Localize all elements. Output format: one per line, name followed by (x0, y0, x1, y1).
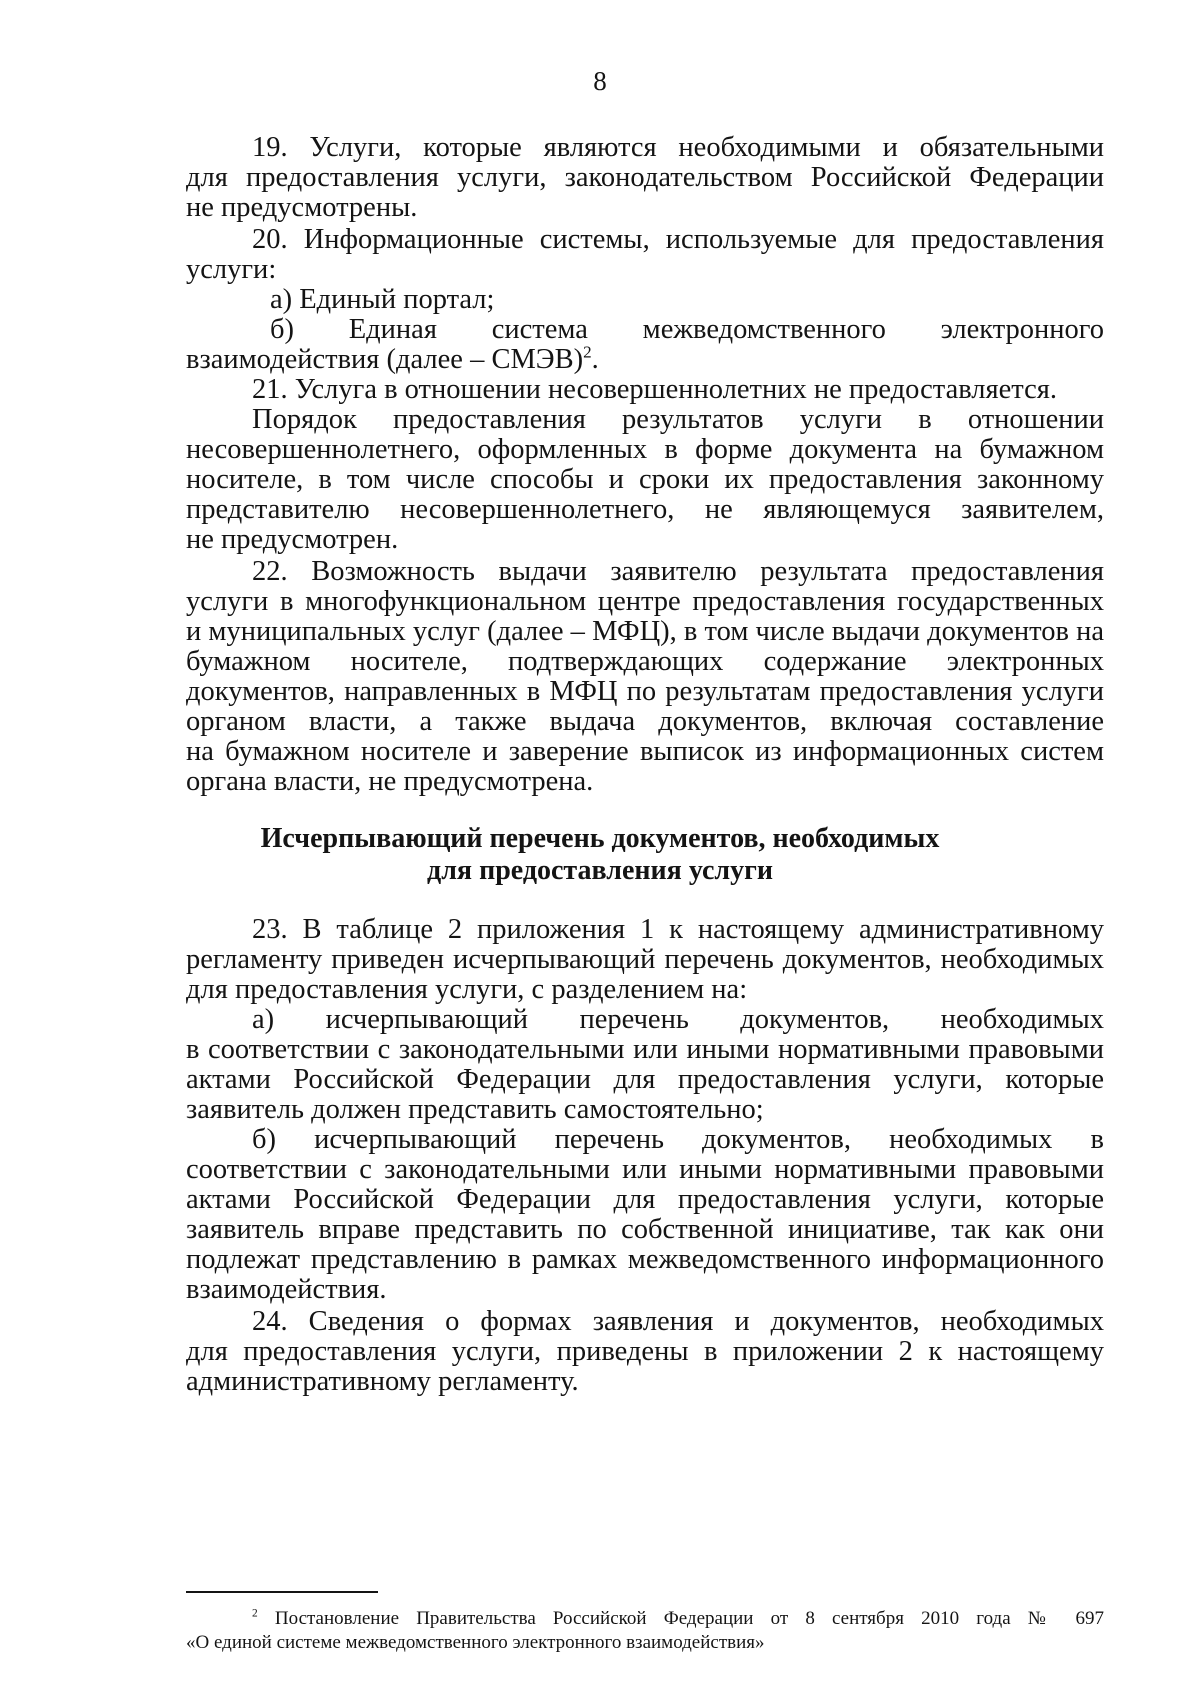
footnote-line-1 (252, 1608, 1104, 1630)
paragraph-22-line-8: органа власти, не предусмотрена. (186, 766, 594, 797)
paragraph-23-line-3: для предоставления услуги, с разделением на: (186, 974, 748, 1005)
paragraph-22-line-7: на бумажном носителе и заверение выписок из информационных систем (186, 736, 1104, 767)
paragraph-21b-line-4: представителю несовершеннолетнего, не являющемуся заявителем, (186, 494, 1104, 525)
paragraph-20-line-1: 20. Информационные системы, используемые для предоставления (252, 224, 1104, 255)
paragraph-24-line-1: 24. Сведения о формах заявления и документов, необходимых (252, 1306, 1104, 1337)
page-number: 8 (593, 66, 607, 96)
paragraph-23-line-2: регламенту приведен исчерпывающий перечень документов, необходимых (186, 944, 1104, 975)
smev-period: . (591, 344, 599, 375)
smev-text: взаимодействия (далее – СМЭВ) (186, 344, 584, 375)
list-item-23b-line-3: актами Российской Федерации для предоставления услуги, которые (186, 1184, 1104, 1215)
section-heading-line-2: для предоставления услуги (427, 855, 773, 886)
paragraph-21b-line-1: Порядок предоставления результатов услуги в отношении (252, 404, 1104, 435)
paragraph-24-line-2: для предоставления услуги, приведены в приложении 2 к настоящему (186, 1336, 1104, 1367)
footnote-divider (186, 1591, 378, 1593)
footnote-text-1: Постановление Правительства Российской Федерации от 8 сентября 2010 года № 697 (274, 1608, 1105, 1629)
paragraph-22-line-2: услуги в многофункциональном центре предоставления государственных (186, 586, 1104, 617)
list-item-23a-line-3: актами Российской Федерации для предоставления услуги, которые (186, 1064, 1104, 1095)
paragraph-21b-line-2: несовершеннолетнего, оформленных в форме документа на бумажном (186, 434, 1104, 465)
list-item-23b-line-6: взаимодействия. (186, 1274, 387, 1305)
paragraph-19-line-1: 19. Услуги, которые являются необходимыми и обязательными (252, 132, 1104, 163)
list-item-b-smev-line-2 (186, 344, 1104, 376)
list-item-23a-line-2: в соответствии с законодательными или иными нормативными правовыми (186, 1034, 1104, 1065)
paragraph-24-line-3: административному регламенту. (186, 1366, 579, 1397)
footnote-reference: 2 (583, 342, 592, 362)
paragraph-19-line-3: не предусмотрены. (186, 192, 418, 223)
paragraph-19-line-2: для предоставления услуги, законодательством Российской Федерации (186, 162, 1104, 193)
list-item-23b-line-2: соответствии с законодательными или иными нормативными правовыми (186, 1154, 1104, 1185)
paragraph-20-line-2: услуги: (186, 254, 277, 285)
list-item-23b-line-1: б) исчерпывающий перечень документов, необходимых в (252, 1124, 1104, 1155)
list-item-23a-line-4: заявитель должен представить самостоятельно; (186, 1094, 764, 1125)
paragraph-22-line-4: бумажном носителе, подтверждающих содержание электронных (186, 646, 1104, 677)
paragraph-21-line-1: 21. Услуга в отношении несовершеннолетних не предоставляется. (252, 374, 1057, 405)
paragraph-22-line-5: документов, направленных в МФЦ по результатам предоставления услуги (186, 676, 1104, 707)
paragraph-21b-line-5: не предусмотрен. (186, 524, 399, 555)
list-item-b-smev-line-1: б) Единая система межведомственного электронного (270, 314, 1104, 345)
footnote-marker: 2 (252, 1607, 258, 1620)
paragraph-23-line-1: 23. В таблице 2 приложения 1 к настоящему административному (252, 914, 1104, 945)
list-item-23a-line-1: а) исчерпывающий перечень документов, необходимых (252, 1004, 1104, 1035)
section-heading-line-1: Исчерпывающий перечень документов, необходимых (260, 823, 940, 854)
paragraph-22-line-1: 22. Возможность выдачи заявителю результата предоставления (252, 556, 1104, 587)
paragraph-22-line-6: органом власти, а также выдача документов, включая составление (186, 706, 1104, 737)
paragraph-22-line-3: и муниципальных услуг (далее – МФЦ), в том числе выдачи документов на (186, 616, 1104, 647)
list-item-23b-line-4: заявитель вправе представить по собственной инициативе, так как они (186, 1214, 1104, 1245)
paragraph-21b-line-3: носителе, в том числе способы и сроки их предоставления законному (186, 464, 1104, 495)
list-item-23b-line-5: подлежат представлению в рамках межведомственного информационного (186, 1244, 1104, 1275)
list-item-a-portal: а) Единый портал; (270, 284, 495, 315)
footnote-line-2: «О единой системе межведомственного электронного взаимодействия» (186, 1632, 765, 1653)
